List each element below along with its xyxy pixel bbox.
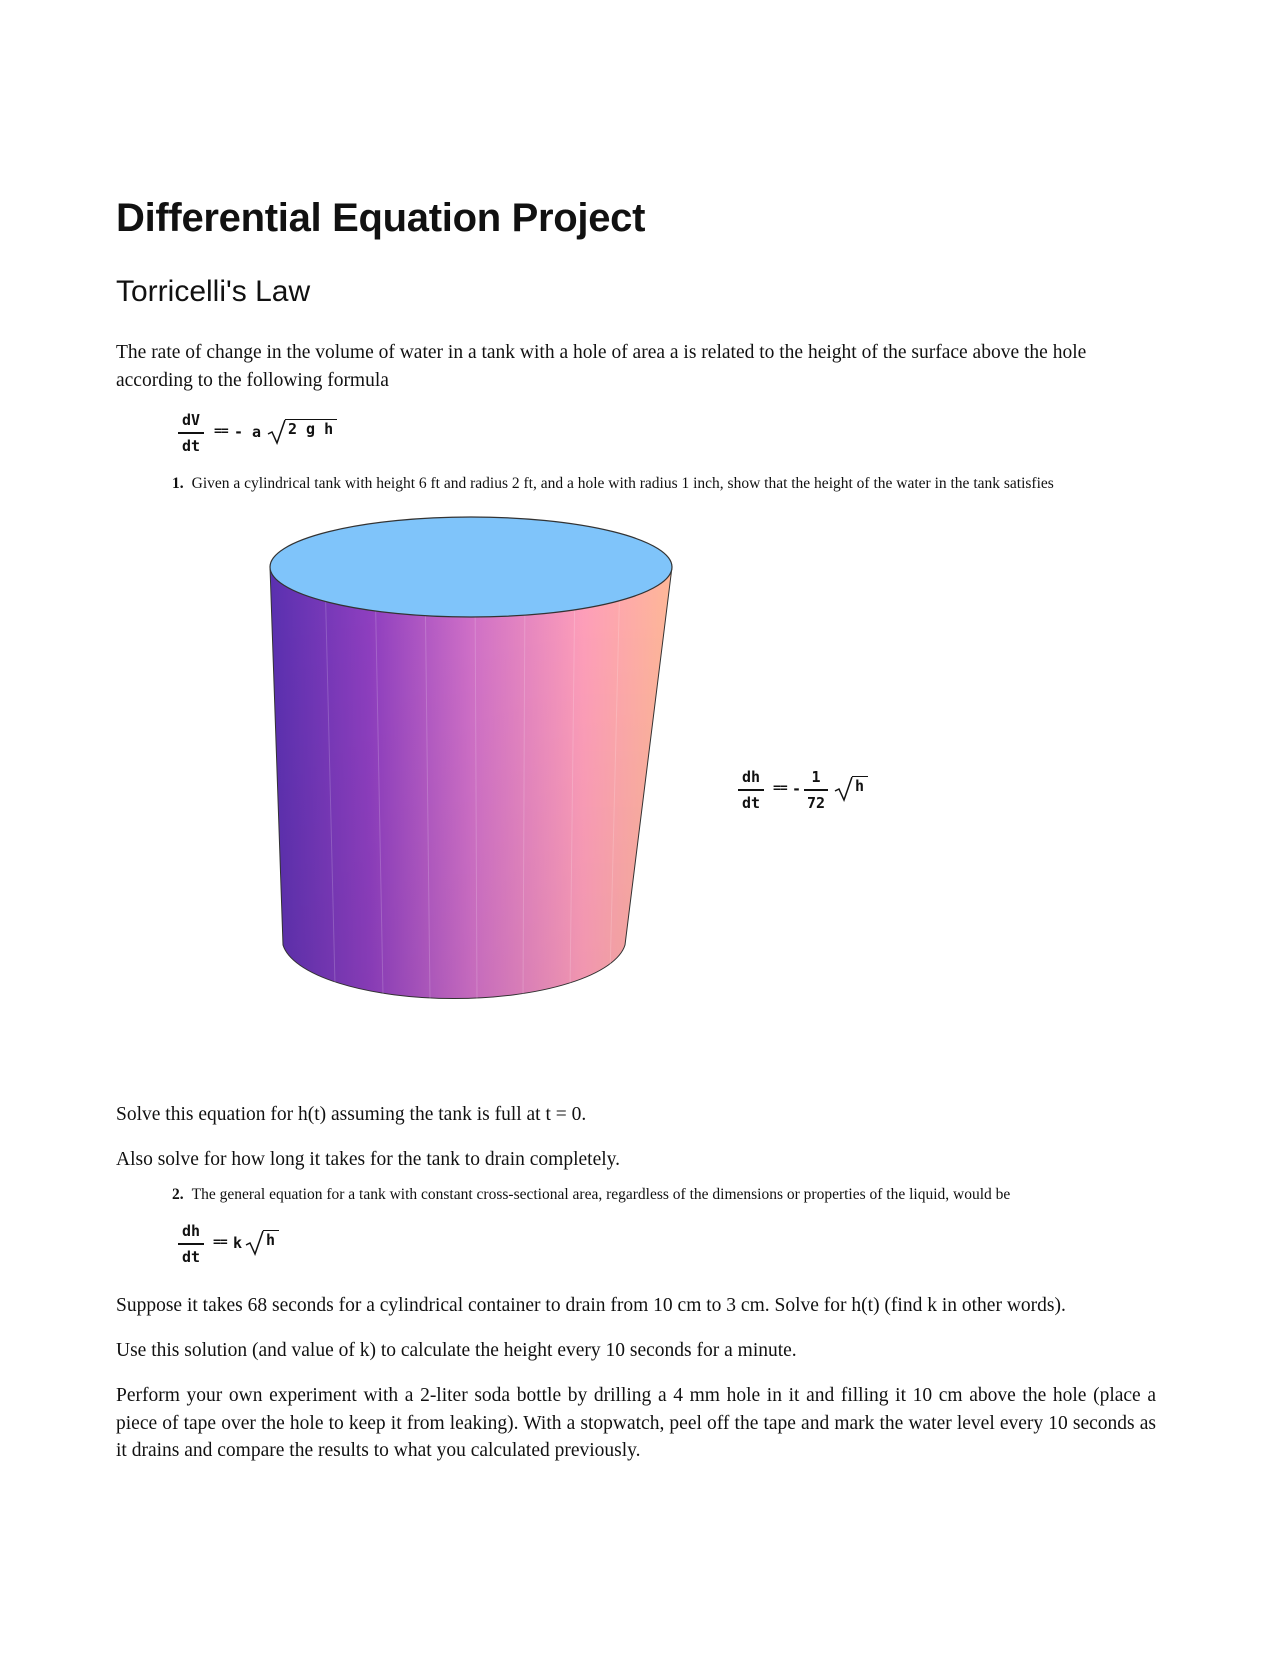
eq3-numerator: dh <box>181 1222 201 1240</box>
solve-instruction: Solve this equation for h(t) assuming the tank is full at t = 0. <box>116 1104 587 1125</box>
drain-time-instruction: Also solve for how long it takes for the tank to drain completely. <box>116 1149 621 1170</box>
eq1-equals: == <box>214 424 228 439</box>
section-subtitle: Torricelli's Law <box>116 275 311 308</box>
eq1-numerator: dV <box>181 411 201 429</box>
equation-height-rate <box>738 768 878 818</box>
eq2-minus: - <box>792 780 802 798</box>
water-surface <box>270 517 672 617</box>
numbered-item-2 <box>172 1186 1010 1204</box>
item2-text: The general equation for a tank with constant cross-sectional area, regardless of the dimensions or properties of the liquid, would be <box>191 1186 1011 1203</box>
page-title: Differential Equation Project <box>116 196 646 240</box>
eq2-denominator: dt <box>741 793 761 812</box>
eq1-rhs-prefix: - a <box>234 423 262 441</box>
eq1-denominator: dt <box>181 436 201 455</box>
eq2-coef-denominator: 72 <box>806 793 826 812</box>
cylindrical-tank-figure <box>265 515 685 1035</box>
equation-volume-rate <box>178 411 348 461</box>
eq3-denominator: dt <box>181 1247 201 1266</box>
item2-number: 2. <box>172 1186 184 1203</box>
radical-icon <box>267 419 287 445</box>
eq3-radicand: h <box>263 1230 279 1249</box>
equation-general <box>178 1222 298 1272</box>
calculation-instruction: Use this solution (and value of k) to calculate the height every 10 seconds for a minute. <box>116 1340 797 1361</box>
intro-paragraph: The rate of change in the volume of water in a tank with a hole of area a is related to the height of the surface above the hole according to the following formula <box>116 342 1087 391</box>
item1-text: Given a cylindrical tank with height 6 ft and radius 2 ft, and a hole with radius 1 inch, show that the height of the water in the tank satisfies <box>191 475 1054 492</box>
radical-icon <box>245 1230 265 1256</box>
numbered-item-1 <box>172 475 1054 493</box>
eq3-coefficient: k <box>233 1234 243 1252</box>
eq2-radicand: h <box>852 776 868 795</box>
eq2-numerator: dh <box>741 768 761 786</box>
eq1-radicand: 2 g h <box>285 419 337 438</box>
item1-number: 1. <box>172 475 184 492</box>
experiment-setup-paragraph: Suppose it takes 68 seconds for a cylindrical container to drain from 10 cm to 3 cm. Solve for h(t) (find k in other words). <box>116 1295 1066 1316</box>
eq2-equals: == <box>773 781 787 796</box>
eq2-coef-numerator: 1 <box>811 768 821 786</box>
radical-icon <box>834 776 854 802</box>
experiment-procedure-paragraph: Perform your own experiment with a 2-liter soda bottle by drilling a 4 mm hole in it and filling it 10 cm above the hole (place a piece of tape over the hole to keep it from leaking). With a stopwatch, peel off the tape and mark the water level every 10 seconds as it drains and compare the results to what you calculated previously. <box>116 1385 1156 1461</box>
eq3-equals: == <box>213 1235 227 1250</box>
